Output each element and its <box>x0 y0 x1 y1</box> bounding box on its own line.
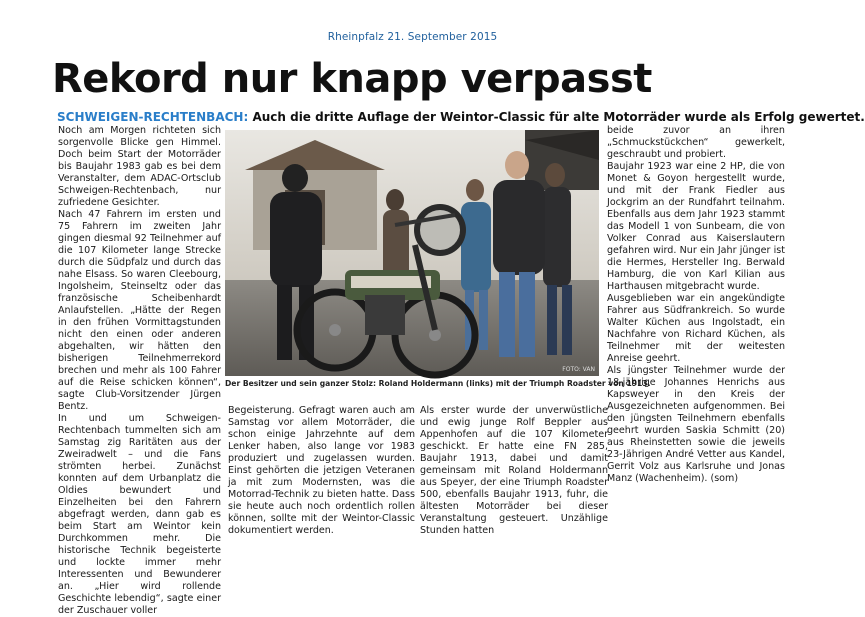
paragraph: Begeisterung. Gefragt waren auch am Samstag vor allem Motorräder, die schon einige Jahrzehnte auf dem Lenker haben, also lange vor 1983 produziert und zugelassen wurden. Einst gehörten die jetzigen Veteranen ja mit zum Modernsten, was die Motorrad-Technik zu bieten hatte. Dass sie heute auch noch ordentlich rollen können, sollte mit der Weintor-Classic dokumentiert werden. <box>228 405 415 536</box>
newspaper-source-date: Rheinpfalz 21. September 2015 <box>327 31 498 43</box>
photo-caption: Der Besitzer und sein ganzer Stolz: Roland Holdermann (links) mit der Triumph Roadster von 1913. <box>225 379 651 388</box>
paragraph: Baujahr 1923 war eine 2 HP, die von Monet & Goyon hergestellt wurde, und mit der Frank Fiedler aus Jockgrim an der Rundfahrt teilnahm. Ebenfalls aus dem Jahr 1923 stammt das Modell 1 von Sunbeam, die von Volker Conrad aus Kaiserslautern gefahren wird. Nur ein Jahr jünger ist die Hermes, Hersteller Ing. Berwald Hamburg, die von Karl Kilian aus Harthausen mitgebracht wurde. <box>607 161 785 292</box>
paragraph: Nach 47 Fahrern im ersten und 75 Fahrern im zweiten Jahr gingen diesmal 92 Teilnehmer auf die 107 Kilometer lange Strecke durch die Südpfalz und durch das nahe Elsass. So waren Cleebourg, Ingolsheim, Steinseltz oder das französische Scheibenhardt Anlaufstellen. „Hätte der Regen in den frühen Vormittagstunden nicht den einen oder anderen abgehalten, wir hätten den bisherigen Teilnehmerrekord brechen und mehr als 100 Fahrer auf die Reise schicken können“, sagte Club-Vorsitzender Jürgen Bentz. <box>58 209 221 412</box>
article-headline: Rekord nur knapp verpasst <box>52 56 652 102</box>
paragraph: In und um Schweigen-Rechtenbach tummelten sich am Samstag zig Raritäten aus der Zweiradwelt – und die Fans strömten herbei. Zunächst konnten auf dem Urbanplatz die Oldies bewundert und Einzelheiten bei den Fahrern abgefragt werden, dann gab es beim Start am Weintor kein Durchkommen mehr. Die historische Technik begeisterte und lockte immer mehr Interessenten und Bewunderer an. „Hier wird rollende Geschichte lebendig“, sagte einer der Zuschauer voller <box>58 413 221 616</box>
paragraph: Als jüngster Teilnehmer wurde der 18-jährige Johannes Henrichs aus Kapsweyer in den Kreis der Ausgezeichneten aufgenommen. Bei den jüngsten Teilnehmern ebenfalls geehrt wurden Saskia Schmitt (20) aus Rheinstetten sowie die jeweils 23-Jährigen André Vetter aus Kandel, Gerrit Volz aus Karlsruhe und Jonas Manz (Wachenheim). (som) <box>607 365 785 484</box>
subheadline-place: SCHWEIGEN-RECHTENBACH: <box>57 110 249 124</box>
paragraph: Noch am Morgen richteten sich sorgenvolle Blicke gen Himmel. Doch beim Start der Motorräder bis Baujahr 1983 gab es bei dem Veranstalter, dem ADAC-Ortsclub Schweigen-Rechtenbach, nur zufriedene Gesichter. <box>58 125 221 208</box>
article-column-1 <box>58 125 221 616</box>
photo-credit: FOTO: VAN <box>562 366 595 373</box>
paragraph: Als erster wurde der unverwüstliche und ewig junge Rolf Beppler aus Appenhofen auf die 107 Kilometer geschickt. Er hatte eine FN 285, Baujahr 1913, dabei und damit gemeinsam mit Roland Holdermann aus Speyer, der eine Triumph Roadster 500, ebenfalls Baujahr 1913, fuhr, die ältesten Motorräder bei dieser Veranstaltung gesteuert. Unzählige Stunden hatten <box>420 405 608 536</box>
article-photo <box>225 130 599 376</box>
article-column-3 <box>420 405 608 535</box>
subheadline-text: Auch die dritte Auflage der Weintor-Classic für alte Motorräder wurde als Erfolg gewertet. <box>248 110 865 124</box>
article-column-2 <box>228 405 415 535</box>
article-subheadline <box>57 110 865 124</box>
article-column-4 <box>607 125 785 535</box>
motorcycle-scene-image <box>225 130 599 376</box>
paragraph: Ausgeblieben war ein angekündigte Fahrer aus Südfrankreich. So wurde Walter Küchen aus Ingolstadt, ein Nachfahre von Richard Küchen, als Teilnehmer mit der weitesten Anreise geehrt. <box>607 293 785 364</box>
paragraph: beide zuvor an ihren „Schmuckstückchen“ gewerkelt, geschraubt und probiert. <box>607 125 785 160</box>
